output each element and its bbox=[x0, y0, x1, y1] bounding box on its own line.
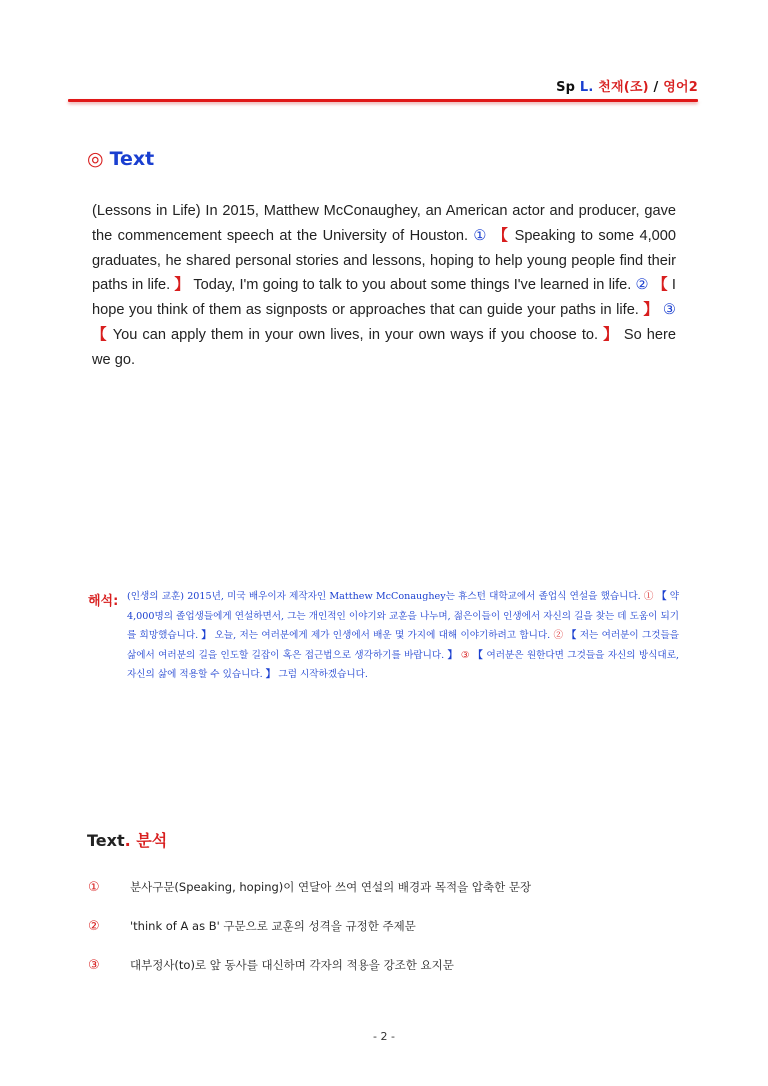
analysis-item-text: 'think of A as B' 구문으로 교훈의 성격을 규정한 주제문 bbox=[130, 919, 416, 933]
sentence-bracket: 【 bbox=[566, 630, 577, 642]
analysis-item-text: 분사구문(Speaking, hoping)이 연달아 쓰여 연설의 배경과 목적을 압축한 문장 bbox=[130, 880, 532, 894]
sentence-bracket: 】 bbox=[174, 277, 190, 294]
sentence-number: ③ bbox=[662, 302, 676, 319]
analysis-title-en: Text bbox=[87, 831, 125, 850]
sentence-text: So here we go. bbox=[92, 326, 676, 368]
header-rule bbox=[68, 99, 698, 102]
analysis-title bbox=[87, 828, 167, 851]
analysis-item-text: 대부정사(to)로 앞 동사를 대신하며 각자의 적용을 강조한 요지문 bbox=[130, 958, 454, 972]
sentence-number: ① bbox=[473, 227, 488, 244]
translation-label: 해석: bbox=[88, 594, 119, 609]
sentence-bracket: 】 bbox=[447, 649, 458, 661]
sentence-text: 오늘, 저는 여러분에게 제가 인생에서 배운 몇 가지에 대해 이야기하려고 합니다. bbox=[211, 630, 554, 642]
sentence-text: I hope you think of them as signposts or approaches that can guide your paths in life. bbox=[92, 277, 676, 319]
page-number: - 2 - bbox=[373, 1030, 395, 1043]
analysis-title-kr: 분석 bbox=[136, 831, 168, 850]
sentence-text: (Lessons in Life) In 2015, Matthew McConaughey, an American actor and producer, gave the commencement speech at the University of Houston. bbox=[92, 203, 676, 244]
sentence-text: (인생의 교훈) 2015년, 미국 배우이자 제작자인 Matthew McConaughey는 휴스턴 대학교에서 졸업식 연설을 했습니다. bbox=[127, 591, 644, 602]
analysis-item-number: ② bbox=[88, 919, 100, 934]
header-slash: / bbox=[648, 80, 664, 95]
sentence-bracket: 【 bbox=[473, 649, 484, 661]
page-header bbox=[556, 76, 698, 95]
analysis-item-number: ① bbox=[88, 880, 100, 895]
sentence-text: Speaking to some 4,000 graduates, he shared personal stories and lessons, hoping to help young people find their paths in life. bbox=[92, 227, 676, 294]
analysis-item bbox=[88, 957, 454, 973]
sentence-bracket: 】 bbox=[265, 669, 276, 681]
sentence-bracket: 】 bbox=[201, 630, 212, 642]
header-publisher: 천재(조) bbox=[598, 80, 649, 95]
sentence-bracket: 】 bbox=[643, 302, 659, 319]
sentence-bracket: 】 bbox=[603, 326, 619, 343]
sentence-number: ② bbox=[635, 277, 649, 294]
sentence-text: 저는 여러분이 그것들을 삶에서 여러분의 길을 인도할 길잡이 혹은 접근법으로 생각하기를 바랍니다. bbox=[127, 630, 680, 661]
sentence-number: ② bbox=[553, 630, 564, 642]
sentence-text: Today, I'm going to talk to you about some things I've learned in life. bbox=[189, 277, 636, 294]
bullseye-icon: ◎ bbox=[87, 148, 104, 170]
section-title bbox=[87, 148, 154, 170]
header-subject: 영어2 bbox=[663, 80, 698, 95]
sentence-text: 약 4,000명의 졸업생들에게 연설하면서, 그는 개인적인 이야기와 교훈을 나누며, 젊은이들이 인생에서 자신의 길을 찾는 데 도움이 되기를 희망했습니다. bbox=[127, 591, 679, 642]
translation-text bbox=[127, 587, 679, 685]
analysis-item bbox=[88, 879, 531, 895]
text-passage bbox=[92, 199, 676, 373]
sentence-text: 여러분은 원한다면 그것들을 자신의 방식대로, 자신의 삶에 적용할 수 있습니다. bbox=[127, 649, 680, 681]
header-lesson: L. bbox=[579, 80, 594, 95]
sentence-number: ① bbox=[643, 591, 654, 602]
sentence-bracket: 【 bbox=[92, 326, 108, 343]
analysis-title-dot: . bbox=[124, 831, 131, 850]
sentence-bracket: 【 bbox=[493, 227, 510, 244]
sentence-text: 그럼 시작하겠습니다. bbox=[275, 669, 368, 681]
analysis-item bbox=[88, 918, 416, 934]
analysis-item-number: ③ bbox=[88, 958, 100, 973]
sentence-bracket: 【 bbox=[652, 277, 668, 294]
sentence-number: ③ bbox=[460, 649, 470, 661]
section-title-label: Text bbox=[109, 148, 155, 170]
sentence-text: You can apply them in your own lives, in your own ways if you choose to. bbox=[107, 326, 604, 343]
sentence-bracket: 【 bbox=[656, 591, 667, 602]
header-prefix: Sp bbox=[556, 80, 576, 95]
